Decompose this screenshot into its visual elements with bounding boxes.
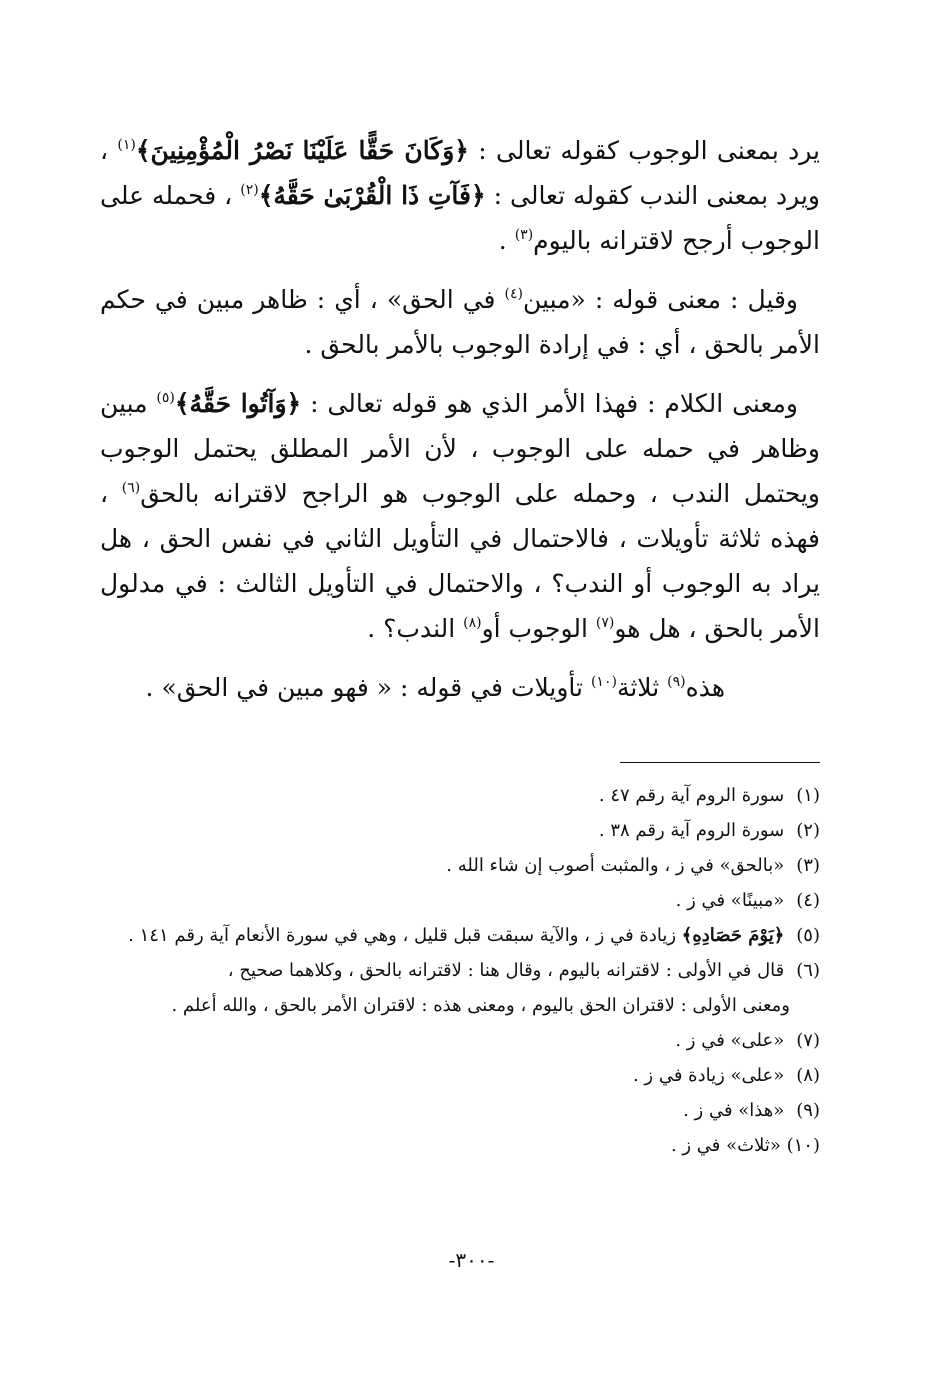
footnote-2 bbox=[104, 813, 820, 848]
paragraph-3 bbox=[100, 381, 820, 651]
footnote-text: سورة الروم آية رقم ٣٨ . bbox=[598, 820, 785, 841]
paragraph-2 bbox=[100, 277, 820, 367]
main-text bbox=[100, 128, 820, 724]
footnotes bbox=[104, 778, 820, 1163]
footnote-ref: (٨) bbox=[463, 615, 482, 631]
text-segment: الندب؟ . bbox=[367, 614, 464, 643]
footnote-text: «ثلاث» في ز . bbox=[670, 1135, 781, 1156]
footnote-ref: (٧) bbox=[595, 615, 615, 631]
footnote-6 bbox=[104, 953, 820, 988]
footnote-5 bbox=[104, 918, 820, 953]
text-segment: . bbox=[498, 226, 515, 255]
footnote-number: (١٠) bbox=[786, 1135, 820, 1156]
text-segment: في الحق» ، أي : ظاهر مبين في حكم الأمر بالحق ، أي : في إرادة الوجوب بالأمر بالحق . bbox=[100, 285, 820, 359]
footnote-4 bbox=[104, 883, 820, 918]
footnote-ref: (٥) bbox=[156, 390, 175, 406]
footnote-text: سورة الروم آية رقم ٤٧ . bbox=[598, 785, 785, 806]
text-segment: مبين وظاهر في حمله على الوجوب ، لأن الأمر المطلق يحتمل الوجوب ويحتمل الندب ، وحمله على الوجوب هو الراجح لاقترانه بالحق bbox=[100, 389, 820, 508]
footnote-text: «على» زيادة في ز . bbox=[632, 1065, 785, 1086]
text-segment: ثلاثة bbox=[616, 673, 668, 702]
text-segment: ، ويرد بمعنى الندب كقوله تعالى : bbox=[100, 136, 820, 210]
footnote-text: «على» في ز . bbox=[675, 1030, 785, 1051]
footnote-text: قال في الأولى : لاقترانه باليوم ، وقال هنا : لاقترانه بالحق ، وكلاهما صحيح ، bbox=[227, 960, 785, 981]
footnote-number: (٢) bbox=[796, 820, 820, 841]
paragraph-1 bbox=[100, 128, 820, 263]
footnote-text: زيادة في ز ، والآية سبقت قبل قليل ، وهي في سورة الأنعام آية رقم ١٤١ . bbox=[128, 925, 682, 946]
footnote-divider bbox=[620, 762, 820, 763]
text-segment: ، فحمله على الوجوب أرجح لاقترانه باليوم bbox=[100, 181, 820, 255]
text-segment: هذه bbox=[685, 673, 725, 702]
footnote-text: «بالحق» في ز ، والمثبت أصوب إن شاء الله . bbox=[446, 855, 785, 876]
footnote-ref: (٣) bbox=[514, 227, 534, 243]
footnote-number: (٤) bbox=[796, 890, 820, 911]
footnote-9 bbox=[104, 1093, 820, 1128]
text-segment: وقيل : معنى قوله : «مبين bbox=[523, 285, 798, 314]
quran-verse: ﴿وَآتُوا حَقَّهُ﴾ bbox=[174, 389, 302, 418]
footnote-1 bbox=[104, 778, 820, 813]
quran-verse: ﴿يَوْمَ حَصَادِهِ﴾ bbox=[681, 925, 785, 946]
footnote-ref: (٢) bbox=[240, 182, 259, 198]
footnote-ref: (٩) bbox=[667, 674, 686, 690]
footnote-10 bbox=[104, 1128, 820, 1163]
footnote-text: «مبينًا» في ز . bbox=[675, 890, 785, 911]
footnote-number: (٩) bbox=[796, 1100, 820, 1121]
paragraph-4 bbox=[100, 665, 820, 710]
footnote-number: (١) bbox=[796, 785, 820, 806]
footnote-8 bbox=[104, 1058, 820, 1093]
quran-verse: ﴿وَكَانَ حَقًّا عَلَيْنَا نَصْرُ الْمُؤْمِنِينَ﴾ bbox=[135, 136, 469, 165]
footnote-7 bbox=[104, 1023, 820, 1058]
footnote-6-continuation: ومعنى الأولى : لاقتران الحق باليوم ، ومعنى هذه : لاقتران الأمر بالحق ، والله أعلم . bbox=[171, 995, 790, 1016]
footnote-number: (٥) bbox=[796, 925, 820, 946]
text-segment: ومعنى الكلام : فهذا الأمر الذي هو قوله تعالى : bbox=[301, 389, 799, 418]
footnote-number: (٣) bbox=[796, 855, 820, 876]
footnote-number: (٧) bbox=[796, 1030, 820, 1051]
footnote-ref: (١) bbox=[117, 137, 136, 153]
footnote-ref: (٦) bbox=[121, 480, 141, 496]
footnote-number: (٦) bbox=[796, 960, 820, 981]
text-segment: الوجوب أو bbox=[481, 614, 596, 643]
footnote-3 bbox=[104, 848, 820, 883]
quran-verse: ﴿فَآتِ ذَا الْقُرْبَىٰ حَقَّهُ﴾ bbox=[258, 181, 486, 210]
text-segment: ، فهذه ثلاثة تأويلات ، فالاحتمال في التأويل الثاني في نفس الحق ، هل يراد به الوجوب أو الندب؟ ، والاحتمال في التأويل الثالث : في مدلول الأمر بالحق ، هل هو bbox=[100, 479, 820, 643]
footnote-number: (٨) bbox=[796, 1065, 820, 1086]
footnote-text: «هذا» في ز . bbox=[683, 1100, 785, 1121]
page-number: -٣٠٠- bbox=[448, 1248, 495, 1272]
text-segment: تأويلات في قوله : « فهو مبين في الحق» . bbox=[145, 673, 591, 702]
text-segment: يرد بمعنى الوجوب كقوله تعالى : bbox=[468, 136, 820, 165]
footnote-ref: (٤) bbox=[504, 286, 524, 302]
footnote-ref: (١٠) bbox=[590, 674, 617, 690]
